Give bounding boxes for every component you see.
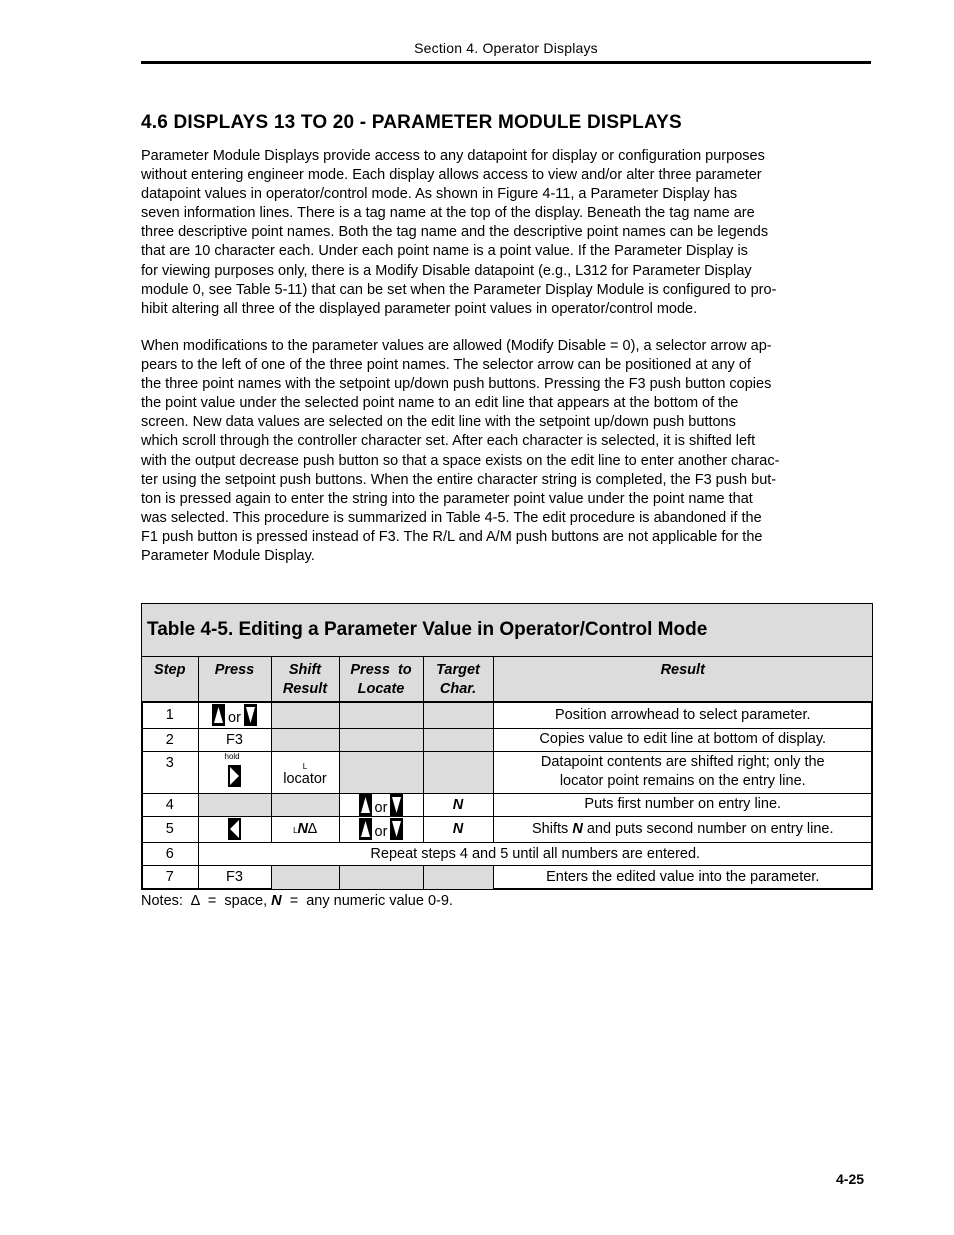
result-cell: Puts first number on entry line. <box>493 793 872 816</box>
running-head: Section 4. Operator Displays <box>414 40 598 56</box>
press-cell <box>198 793 271 816</box>
text-line: screen. New data values are selected on the edit line with the setpoint up/down push buttons <box>141 414 736 431</box>
result-cell: Enters the edited value into the parameter. <box>493 865 872 889</box>
text-line: module 0, see Table 5-11) that can be set when the Parameter Display Module is configured to pro- <box>141 281 777 298</box>
text-line: that are 10 character each. Under each point name is a point value. If the Parameter Display is <box>141 243 748 260</box>
text-line: Parameter Module Display. <box>141 548 315 565</box>
target-cell <box>423 751 493 793</box>
paragraph-2 <box>141 337 873 566</box>
locate-cell <box>339 816 423 842</box>
locate-cell <box>339 865 423 889</box>
or-text: or <box>228 710 241 727</box>
down-arrow-key-icon <box>390 818 403 840</box>
text-line: ter using the setpoint push buttons. When the entire character string is completed, the F3 push but- <box>141 471 777 488</box>
section-title: 4.6 DISPLAYS 13 TO 20 - PARAMETER MODULE DISPLAYS <box>141 112 682 133</box>
target-cell: N <box>423 793 493 816</box>
table-row <box>142 793 872 816</box>
text-line: the point value under the selected point name to an edit line that appears at the bottom of the <box>141 395 739 412</box>
text-line: for viewing purposes only, there is a Modify Disable datapoint (e.g., L312 for Parameter Display <box>141 262 752 279</box>
press-cell <box>198 751 271 793</box>
text-line: was selected. This procedure is summarized in Table 4-5. The edit procedure is abandoned if the <box>141 509 762 526</box>
table-title: Table 4-5. Editing a Parameter Value in Operator/Control Mode <box>142 604 872 657</box>
header-rule <box>141 61 871 64</box>
step-cell: 4 <box>142 793 198 816</box>
table-row <box>142 728 872 751</box>
hold-label: hold <box>224 751 240 761</box>
shift-text: locator <box>283 770 327 787</box>
step-cell: 5 <box>142 816 198 842</box>
press-cell <box>198 702 271 728</box>
text-line: three descriptive point names. Both the tag name and the descriptive point names can be legends <box>141 224 769 241</box>
shift-cell <box>271 702 339 728</box>
locator-mark: L <box>293 826 298 835</box>
press-cell: F3 <box>198 728 271 751</box>
col-result: Result <box>493 657 872 702</box>
target-cell: N <box>423 816 493 842</box>
press-cell: F3 <box>198 865 271 889</box>
locate-cell <box>339 702 423 728</box>
edit-procedure-table <box>142 657 872 889</box>
span-cell: Repeat steps 4 and 5 until all numbers are entered. <box>198 842 872 865</box>
text-line: with the output decrease push button so that a space exists on the edit line to enter another charac- <box>141 452 780 469</box>
down-arrow-key-icon <box>390 794 403 816</box>
text-line: pears to the left of one of the three point names. The selector arrow can be positioned at any of <box>141 357 751 374</box>
text-line: which scroll through the controller character set. After each character is selected, it is shifted left <box>141 433 756 450</box>
locate-cell <box>339 793 423 816</box>
text-line: When modifications to the parameter values are allowed (Modify Disable = 0), a selector arrow ap- <box>141 338 772 354</box>
text-line: ton is pressed again to enter the string into the parameter point value under the point name that <box>141 490 753 507</box>
locate-cell <box>339 751 423 793</box>
shift-cell <box>271 816 339 842</box>
text-line: Parameter Module Displays provide access to any datapoint for display or configuration purposes <box>141 148 765 164</box>
right-arrow-key-icon <box>228 765 241 787</box>
text-line: F1 push button is pressed instead of F3. The R/L and A/M push buttons are not applicable for the <box>141 528 763 545</box>
up-arrow-key-icon <box>212 704 225 726</box>
text-line: hibit altering all three of the displayed parameter point values in operator/control mode. <box>141 300 698 317</box>
shift-cell <box>271 751 339 793</box>
table-header-row <box>142 657 872 702</box>
up-arrow-key-icon <box>359 818 372 840</box>
table-row <box>142 842 872 865</box>
locate-cell <box>339 728 423 751</box>
paragraph-1 <box>141 147 873 319</box>
left-arrow-key-icon <box>228 818 241 840</box>
up-arrow-key-icon <box>359 794 372 816</box>
col-press: Press <box>198 657 271 702</box>
text-line: seven information lines. There is a tag name at the top of the display. Beneath the tag name are <box>141 205 755 222</box>
down-arrow-key-icon <box>244 704 257 726</box>
table-row <box>142 751 872 793</box>
table-row <box>142 816 872 842</box>
result-cell: Datapoint contents are shifted right; only the locator point remains on the entry line. <box>493 751 872 793</box>
press-cell <box>198 816 271 842</box>
result-cell: Shifts N and puts second number on entry line. <box>493 816 872 842</box>
locator-mark: L <box>302 761 308 771</box>
text-line: without entering engineer mode. Each display allows access to view and/or alter three parameter <box>141 167 762 184</box>
text-line: datapoint values in operator/control mode. As shown in Figure 4-11, a Parameter Display has <box>141 186 738 203</box>
shift-cell <box>271 728 339 751</box>
step-cell: 7 <box>142 865 198 889</box>
col-target-char: Target Char. <box>423 657 493 702</box>
page-number: 4-25 <box>836 1171 865 1187</box>
result-cell: Position arrowhead to select parameter. <box>493 702 872 728</box>
shift-n: N <box>297 821 309 837</box>
target-cell <box>423 702 493 728</box>
table-row <box>142 865 872 889</box>
delta-glyph: ∆ <box>308 821 317 837</box>
shift-cell <box>271 865 339 889</box>
result-cell: Copies value to edit line at bottom of display. <box>493 728 872 751</box>
shift-cell <box>271 793 339 816</box>
or-text: or <box>374 799 388 816</box>
step-cell: 2 <box>142 728 198 751</box>
step-cell: 3 <box>142 751 198 793</box>
target-cell <box>423 728 493 751</box>
or-text: or <box>374 824 388 840</box>
col-press-to-locate: Press to Locate <box>339 657 423 702</box>
text-line: the three point names with the setpoint up/down push buttons. Pressing the F3 push button copies <box>141 376 772 393</box>
table-row <box>142 702 872 728</box>
table-4-5 <box>141 603 873 890</box>
step-cell: 1 <box>142 702 198 728</box>
col-step: Step <box>142 657 198 702</box>
col-shift-result: Shift Result <box>271 657 339 702</box>
table-notes: Notes: ∆ = space, N = any numeric value 0-9. <box>141 893 453 909</box>
target-cell <box>423 865 493 889</box>
step-cell: 6 <box>142 842 198 865</box>
